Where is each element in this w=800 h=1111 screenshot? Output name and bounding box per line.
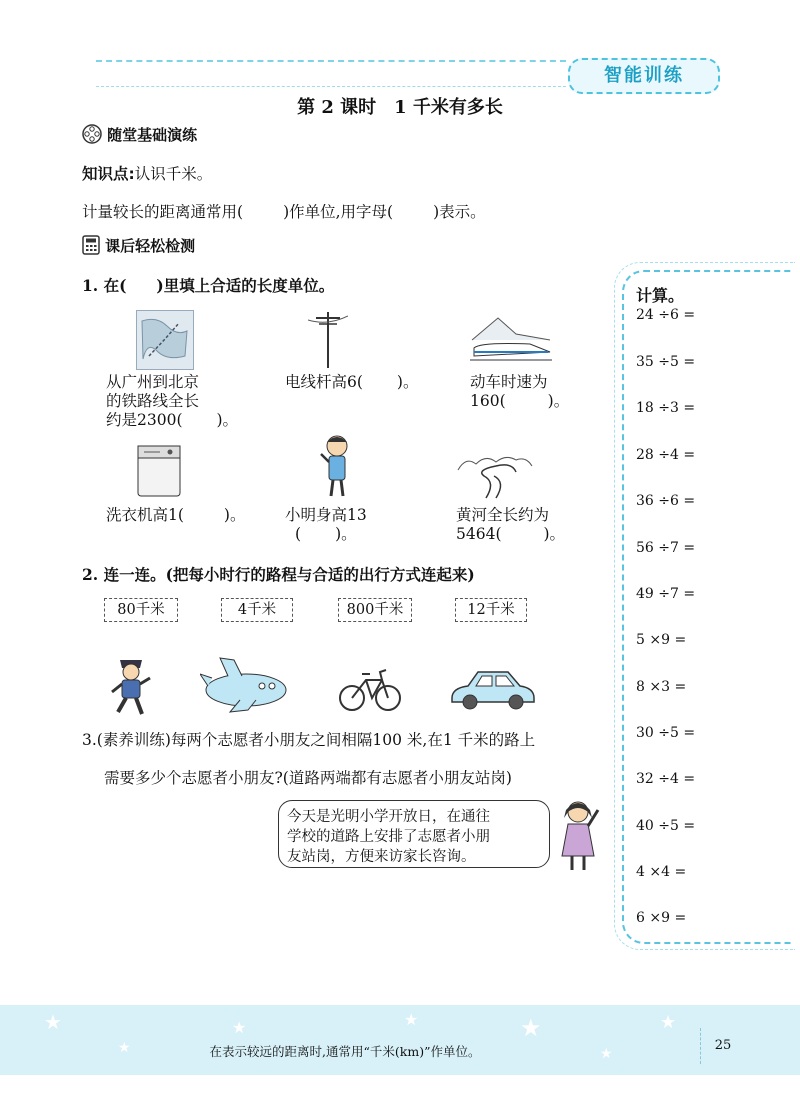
star-icon: ★ <box>118 1040 131 1056</box>
q1-item-text: 5464( <box>456 525 502 543</box>
boy-image <box>315 432 359 500</box>
q1-item-text: )。 <box>543 525 566 543</box>
car-image[interactable] <box>448 666 536 712</box>
yellow-river-image <box>456 452 534 500</box>
section-practice <box>82 124 197 145</box>
calc-item: 36 ÷6 = <box>636 493 696 509</box>
distance-box-1[interactable]: 80千米 <box>104 598 178 622</box>
q1-item-text: ( <box>295 525 302 543</box>
star-icon: ★ <box>600 1046 613 1062</box>
q1-item-5 <box>285 506 367 544</box>
section-label: 随堂基础演练 <box>107 126 198 144</box>
fill-part-1: 计量较长的距离通常用( <box>82 203 244 221</box>
calc-item: 56 ÷7 = <box>636 540 696 556</box>
bubble-line: 学校的道路上安排了志愿者小朋 <box>287 829 490 845</box>
railway-map-image <box>136 310 194 370</box>
calc-item: 28 ÷4 = <box>636 447 696 463</box>
q1-item-text: 黄河全长约为 <box>456 506 550 524</box>
q1-item-1 <box>106 373 238 430</box>
calc-item: 4 ×4 = <box>636 864 687 880</box>
fill-part-2: )作单位,用字母( <box>283 203 394 221</box>
fill-sentence <box>82 200 486 222</box>
star-icon: ★ <box>232 1018 247 1037</box>
brand-badge: 智能训练 <box>568 58 720 94</box>
star-icon: ★ <box>520 1014 542 1042</box>
film-reel-icon <box>82 124 102 144</box>
airplane-image[interactable] <box>200 656 290 714</box>
q2-prompt: 2. 连一连。(把每小时行的路程与合适的出行方式连起来) <box>82 565 475 584</box>
knowledge-label: 知识点: <box>82 165 135 183</box>
knowledge-text: 认识千米。 <box>134 165 213 183</box>
knowledge-point <box>82 162 212 184</box>
calc-item: 24 ÷6 = <box>636 307 696 323</box>
calc-item: 30 ÷5 = <box>636 725 696 741</box>
q1-item-text: )。 <box>223 506 246 524</box>
star-icon: ★ <box>44 1010 62 1034</box>
calc-item: 40 ÷5 = <box>636 818 696 834</box>
page-title: 第 2 课时 1 千米有多长 <box>297 97 503 118</box>
calc-item: 5 ×9 = <box>636 632 687 648</box>
calc-panel <box>622 270 792 944</box>
bullet-train-image <box>470 312 552 364</box>
q1-item-text: )。 <box>396 373 419 391</box>
bubble-line: 今天是光明小学开放日，在通往 <box>287 809 490 825</box>
q1-item-text: 从广州到北京 <box>106 373 200 391</box>
q1-item-text: 动车时速为 <box>470 373 548 391</box>
calc-title: 计算。 <box>636 286 685 305</box>
q1-item-3 <box>470 373 569 411</box>
q1-prompt-a: 1. 在( <box>82 276 127 295</box>
calc-item: 18 ÷3 = <box>636 400 696 416</box>
washing-machine-image <box>134 440 184 498</box>
q1-item-text: )。 <box>335 525 357 543</box>
q1-item-4 <box>106 506 245 525</box>
distance-box-3[interactable]: 800千米 <box>338 598 412 622</box>
header-rule-lower <box>96 86 566 87</box>
q1-item-text: 的铁路线全长 <box>106 392 200 410</box>
calc-item: 35 ÷5 = <box>636 354 696 370</box>
distance-box-2[interactable]: 4千米 <box>221 598 293 622</box>
calculator-icon <box>82 235 100 255</box>
q1-item-2 <box>285 373 418 392</box>
q1-item-6 <box>456 506 565 544</box>
page-number: 25 <box>700 1028 745 1064</box>
q1-item-text: )。 <box>547 392 570 410</box>
bubble-line: 友站岗，方便来访家长咨询。 <box>287 849 476 865</box>
q1-item-text: 洗衣机高1( <box>106 506 184 524</box>
star-icon: ★ <box>660 1012 677 1033</box>
speech-bubble <box>278 800 550 868</box>
section-label: 课后轻松检测 <box>105 237 196 255</box>
q1-item-text: 约是2300( <box>106 411 183 429</box>
fill-part-3: )表示。 <box>433 203 486 221</box>
q1-prompt <box>82 274 334 296</box>
calc-item: 49 ÷7 = <box>636 586 696 602</box>
section-check <box>82 235 195 256</box>
bicycle-image[interactable] <box>338 664 402 714</box>
distance-box-4[interactable]: 12千米 <box>455 598 527 622</box>
header-rule <box>96 60 566 62</box>
footer-tip: 在表示较远的距离时,通常用“千米(km)”作单位。 <box>209 1044 481 1059</box>
calc-item: 6 ×9 = <box>636 910 687 926</box>
q1-item-text: )。 <box>216 411 239 429</box>
q3-line-2: 需要多少个志愿者小朋友?(道路两端都有志愿者小朋友站岗) <box>104 769 512 787</box>
walking-boy-image[interactable] <box>108 652 154 718</box>
q3-line-1: 3.(素养训练)每两个志愿者小朋友之间相隔100 米,在1 千米的路上 <box>82 731 536 749</box>
q1-item-text: 160( <box>470 392 506 410</box>
q1-prompt-b: )里填上合适的长度单位。 <box>156 276 335 295</box>
star-icon: ★ <box>404 1010 419 1029</box>
q1-item-text: 电线杆高6( <box>285 373 363 391</box>
calc-item: 8 ×3 = <box>636 679 687 695</box>
girl-volunteer-image <box>552 796 604 872</box>
utility-pole-image <box>308 308 348 370</box>
calc-item: 32 ÷4 = <box>636 771 696 787</box>
q1-item-text: 小明身高13 <box>285 506 367 524</box>
